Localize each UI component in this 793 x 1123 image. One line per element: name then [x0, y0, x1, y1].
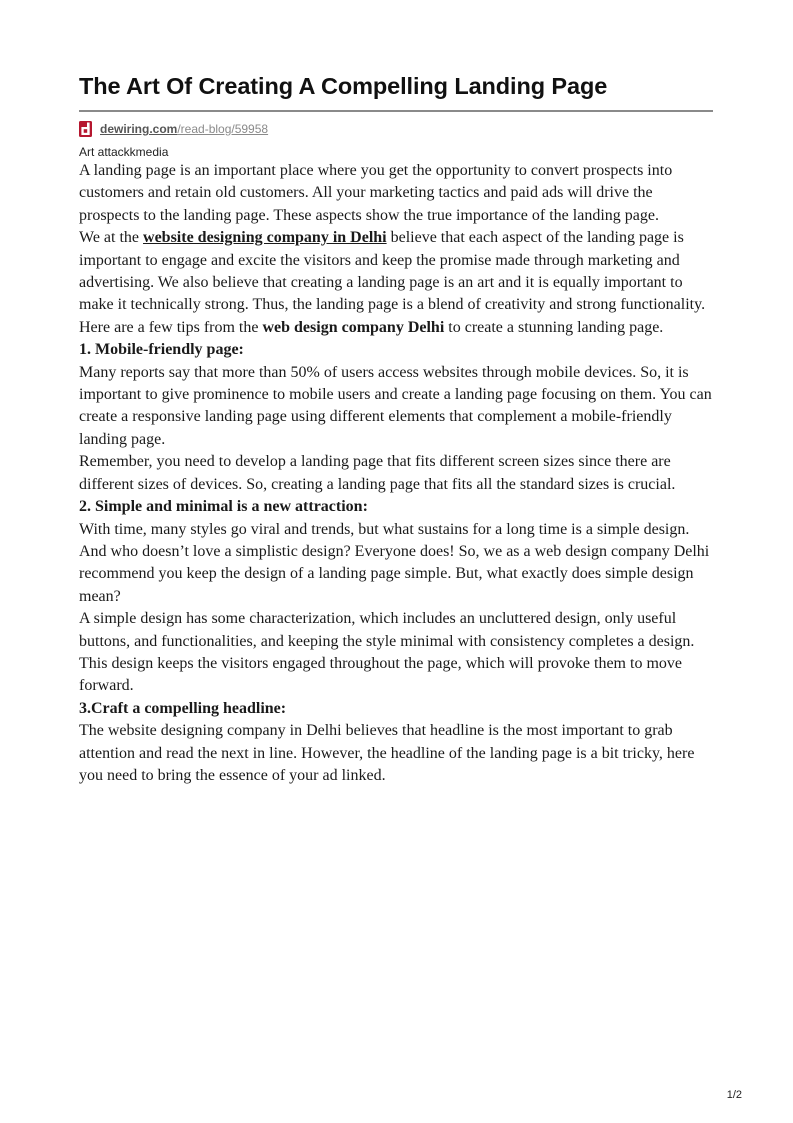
heading-simple-minimal: 2. Simple and minimal is a new attraction: [79, 498, 368, 516]
source-line [79, 120, 713, 138]
paragraph-simple-design: With time, many styles go viral and trends, but what sustains for a long time is a simple design. And who doesn’t love a simplistic design? Everyone does! So, we as a web design company Delhi recommend you keep the design of a landing page simple. But, what exactly does simple design mean? [79, 520, 710, 605]
author-name: Art attackkmedia [79, 145, 169, 159]
paragraph-intro: A landing page is an important place where you get the opportunity to convert prospects into customers and retain old customers. All your marketing tactics and paid ads will drive the prospects to the landing page. These aspects show the true importance of the landing page. [79, 162, 673, 224]
paragraph-tips-lead: Here are a few tips from the [79, 318, 263, 336]
paragraph-about-rest: believe that each aspect of the landing page is important to engage and excite the visitors and keep the promise made through marketing and advertising. We also believe that creating a landing page is an art and it is equally important to make it technically strong. Thus, the landing page is a blend of creativity and strong functionality. [79, 229, 706, 314]
paragraph-mobile-reports: Many reports say that more than 50% of users access websites through mobile devices. So, it is important to give prominence to mobile users and create a landing page focusing on them. You can create a responsive landing page using different elements that complement a mobile-friendly landing page. [79, 363, 712, 448]
website-designing-company-link[interactable]: website designing company in Delhi [143, 229, 387, 247]
paragraph-tips-rest: to create a stunning landing page. [444, 318, 664, 336]
paragraph-screen-sizes: Remember, you need to develop a landing page that fits different screen sizes since there are different sizes of devices. So, creating a landing page that fits all the standard sizes is crucial. [79, 453, 676, 493]
dewiring-logo-icon [79, 121, 92, 137]
paragraph-characterization: A simple design has some characterization, which includes an uncluttered design, only useful buttons, and functionalities, and keeping the style minimal with consistency completes a design. This design keeps the visitors engaged throughout the page, which will provoke them to move forward. [79, 610, 695, 695]
source-link[interactable] [100, 122, 268, 136]
heading-mobile-friendly: 1. Mobile-friendly page: [79, 341, 244, 359]
paragraph-headline: The website designing company in Delhi believes that headline is the most important to grab attention and read the next in line. However, the headline of the landing page is a bit tricky, here you need to bring the essence of your ad linked. [79, 722, 695, 784]
paragraph-about [79, 227, 713, 317]
article-body [79, 160, 713, 787]
paragraph-tips [79, 317, 713, 339]
source-domain: dewiring.com [100, 122, 178, 136]
web-design-company-strong: web design company Delhi [262, 318, 445, 336]
title-divider [79, 110, 713, 112]
page-title: The Art Of Creating A Compelling Landing Page [79, 73, 608, 99]
article [79, 70, 713, 787]
source-path: /read-blog/59958 [177, 122, 269, 136]
heading-headline: 3.Craft a compelling headline: [79, 699, 287, 717]
paragraph-about-lead: We at the [79, 229, 144, 247]
page-number: 1/2 [726, 1089, 742, 1101]
